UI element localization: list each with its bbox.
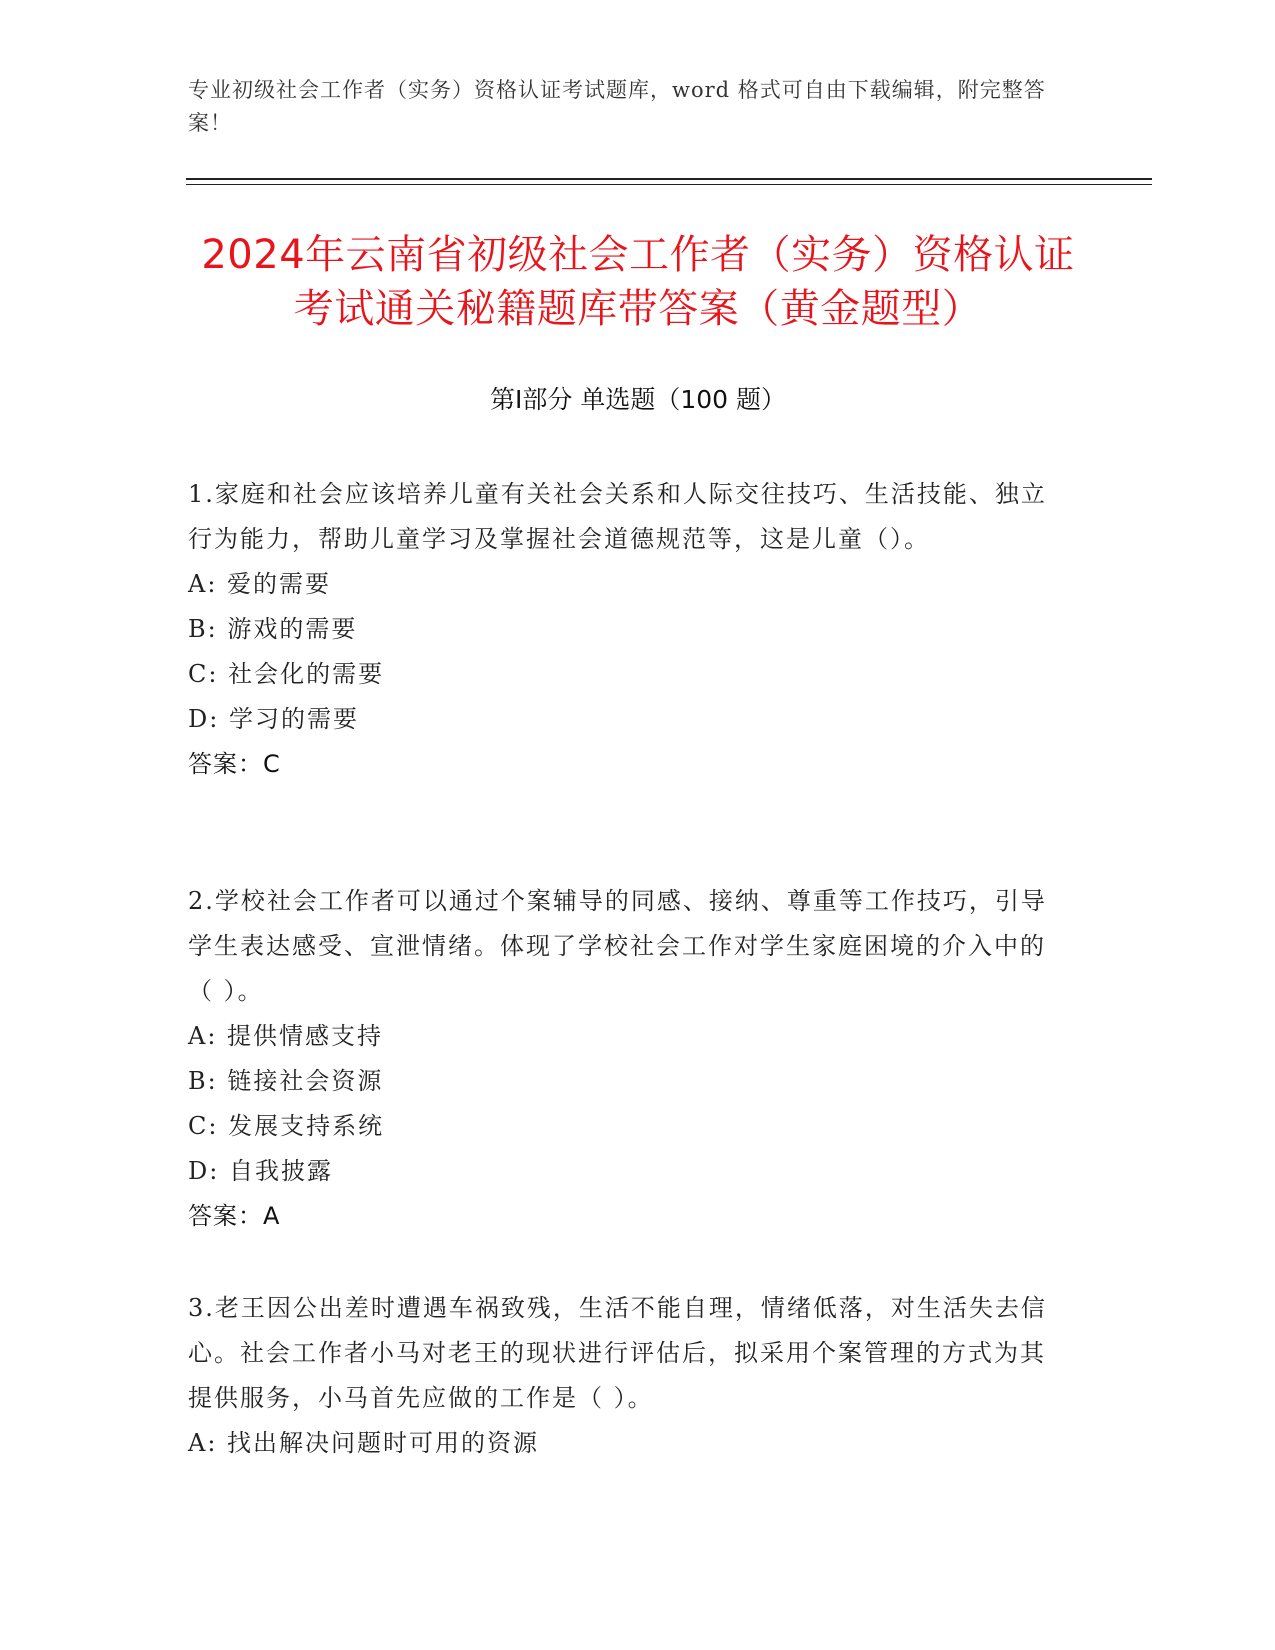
question-stem: 2.学校社会工作者可以通过个案辅导的同感、接纳、尊重等工作技巧，引导学生表达感受、宣泄情绪。体现了学校社会工作对学生家庭困境的介入中的（ ）。 <box>188 887 1047 1005</box>
header-divider-thin <box>186 184 1152 185</box>
option-d: D: 自我披露 <box>188 1157 333 1185</box>
header-divider-thick <box>186 178 1152 180</box>
option-b: B: 游戏的需要 <box>188 615 358 643</box>
option-b: B: 链接社会资源 <box>188 1067 384 1095</box>
question-1 <box>188 472 1068 787</box>
option-a: A: 爱的需要 <box>188 570 332 598</box>
header-note: 专业初级社会工作者（实务）资格认证考试题库，word 格式可自由下载编辑，附完整答案！ <box>188 78 1046 135</box>
question-stem: 3.老王因公出差时遭遇车祸致残，生活不能自理，情绪低落，对生活失去信心。社会工作者小马对老王的现状进行评估后，拟采用个案管理的方式为其提供服务，小马首先应做的工作是（ ）。 <box>188 1294 1047 1412</box>
section-heading: 第Ⅰ部分 单选题（100 题） <box>490 385 786 414</box>
option-d: D: 学习的需要 <box>188 705 359 733</box>
document-title: 2024年云南省初级社会工作者（实务）资格认证考试通关秘籍题库带答案（黄金题型） <box>201 232 1075 332</box>
question-stem: 1.家庭和社会应该培养儿童有关社会关系和人际交往技巧、生活技能、独立行为能力，帮助儿童学习及掌握社会道德规范等，这是儿童（）。 <box>188 480 1047 553</box>
option-a: A: 提供情感支持 <box>188 1022 384 1050</box>
option-c: C: 发展支持系统 <box>188 1112 385 1140</box>
answer-line: 答案：C <box>188 750 281 778</box>
option-a: A: 找出解决问题时可用的资源 <box>188 1429 540 1457</box>
option-c: C: 社会化的需要 <box>188 660 385 688</box>
question-2 <box>188 879 1068 1239</box>
answer-line: 答案：A <box>188 1202 281 1230</box>
question-3 <box>188 1286 1068 1466</box>
